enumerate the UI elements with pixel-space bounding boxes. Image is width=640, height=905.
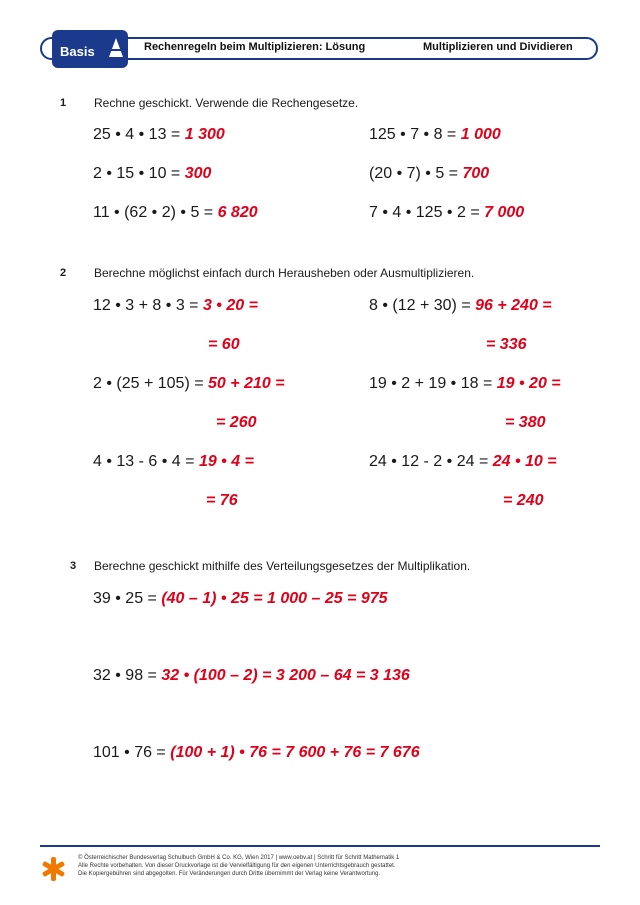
expression: 25 • 4 • 13 = (93, 126, 181, 143)
answer: 7 000 (484, 204, 525, 221)
answer: (40 – 1) • 25 = 1 000 – 25 = 975 (161, 590, 388, 607)
answer-step: 24 • 10 = (492, 453, 557, 470)
answer: 1 300 (184, 126, 225, 143)
footer-copyright (78, 854, 399, 878)
footer-line-3: Die Kopiergebühren sind abgegolten. Für Veränderungen durch Dritte übernimmt der Verlag keine Verantwortung. (78, 871, 381, 877)
task-2-equation (369, 375, 561, 393)
expression: 12 • 3 + 8 • 3 = (93, 297, 199, 314)
task-2-equation (93, 375, 285, 393)
footer-divider (40, 845, 600, 847)
section-title: Multiplizieren und Dividieren (423, 41, 573, 53)
expression: 32 • 98 = (93, 667, 157, 684)
task-3-number: 3 (70, 560, 77, 572)
publisher-star-icon (40, 856, 66, 882)
task-1-instruction: Rechne geschickt. Verwende die Rechengesetze. (94, 96, 359, 110)
level-badge (52, 30, 128, 68)
answer-step: 50 + 210 = (208, 375, 285, 392)
task-1-equation (369, 165, 489, 183)
task-2-equation (369, 297, 552, 315)
task-2-result: = 60 (208, 336, 240, 353)
footer-line-1: © Österreichischer Bundesverlag Schulbuch GmbH & Co. KG, Wien 2017 | www.oebv.at | Schritt für Schritt Mathematik 1 (78, 855, 400, 861)
task-2-equation (93, 453, 254, 471)
task-2-number: 2 (60, 267, 67, 279)
task-2-result: = 336 (486, 336, 527, 353)
answer: (100 + 1) • 76 = 7 600 + 76 = 7 676 (170, 744, 420, 761)
expression: 101 • 76 = (93, 744, 166, 761)
answer: 700 (462, 165, 490, 182)
answer-step: 19 • 20 = (496, 375, 561, 392)
task-2-equation (369, 453, 557, 471)
task-2-equation (93, 297, 258, 315)
expression: 4 • 13 - 6 • 4 = (93, 453, 195, 470)
badge-label: Basis (60, 44, 95, 59)
answer: 6 820 (217, 204, 258, 221)
expression: 7 • 4 • 125 • 2 = (369, 204, 480, 221)
task-1-equation (93, 204, 258, 222)
expression: 125 • 7 • 8 = (369, 126, 457, 143)
task-2-instruction: Berechne möglichst einfach durch Herausheben oder Ausmultiplizieren. (94, 266, 475, 280)
expression: 11 • (62 • 2) • 5 = (93, 204, 214, 221)
task-2-result: = 76 (206, 492, 238, 509)
expression: 19 • 2 + 19 • 18 = (369, 375, 493, 392)
expression: 39 • 25 = (93, 590, 157, 607)
answer: 32 • (100 – 2) = 3 200 – 64 = 3 136 (161, 667, 410, 684)
task-3-instruction: Berechne geschickt mithilfe des Verteilungsgesetzes der Multiplikation. (94, 559, 471, 573)
answer-step: 3 • 20 = (202, 297, 258, 314)
expression: (20 • 7) • 5 = (369, 165, 459, 182)
expression: 2 • 15 • 10 = (93, 165, 181, 182)
task-2-result: = 240 (503, 492, 544, 509)
answer: 1 000 (460, 126, 501, 143)
answer: 300 (184, 165, 212, 182)
page-title: Rechenregeln beim Multiplizieren: Lösung (144, 41, 366, 53)
task-1-equation (93, 126, 225, 144)
expression: 2 • (25 + 105) = (93, 375, 204, 392)
task-3-equation (93, 744, 420, 762)
footer-line-2: Alle Rechte vorbehalten. Von dieser Druckvorlage ist die Vervielfältigung für den eigenen Unterrichtsgebrauch gestattet. (78, 863, 396, 869)
task-1-equation (369, 126, 501, 144)
task-3-equation (93, 590, 388, 608)
task-1-equation (93, 165, 211, 183)
task-1-number: 1 (60, 97, 67, 109)
triangle-icon (108, 37, 124, 59)
task-1-equation (369, 204, 524, 222)
task-2-result: = 380 (505, 414, 546, 431)
task-2-result: = 260 (216, 414, 257, 431)
expression: 24 • 12 - 2 • 24 = (369, 453, 489, 470)
task-3-equation (93, 667, 410, 685)
answer-step: 96 + 240 = (475, 297, 552, 314)
answer-step: 19 • 4 = (198, 453, 254, 470)
expression: 8 • (12 + 30) = (369, 297, 471, 314)
